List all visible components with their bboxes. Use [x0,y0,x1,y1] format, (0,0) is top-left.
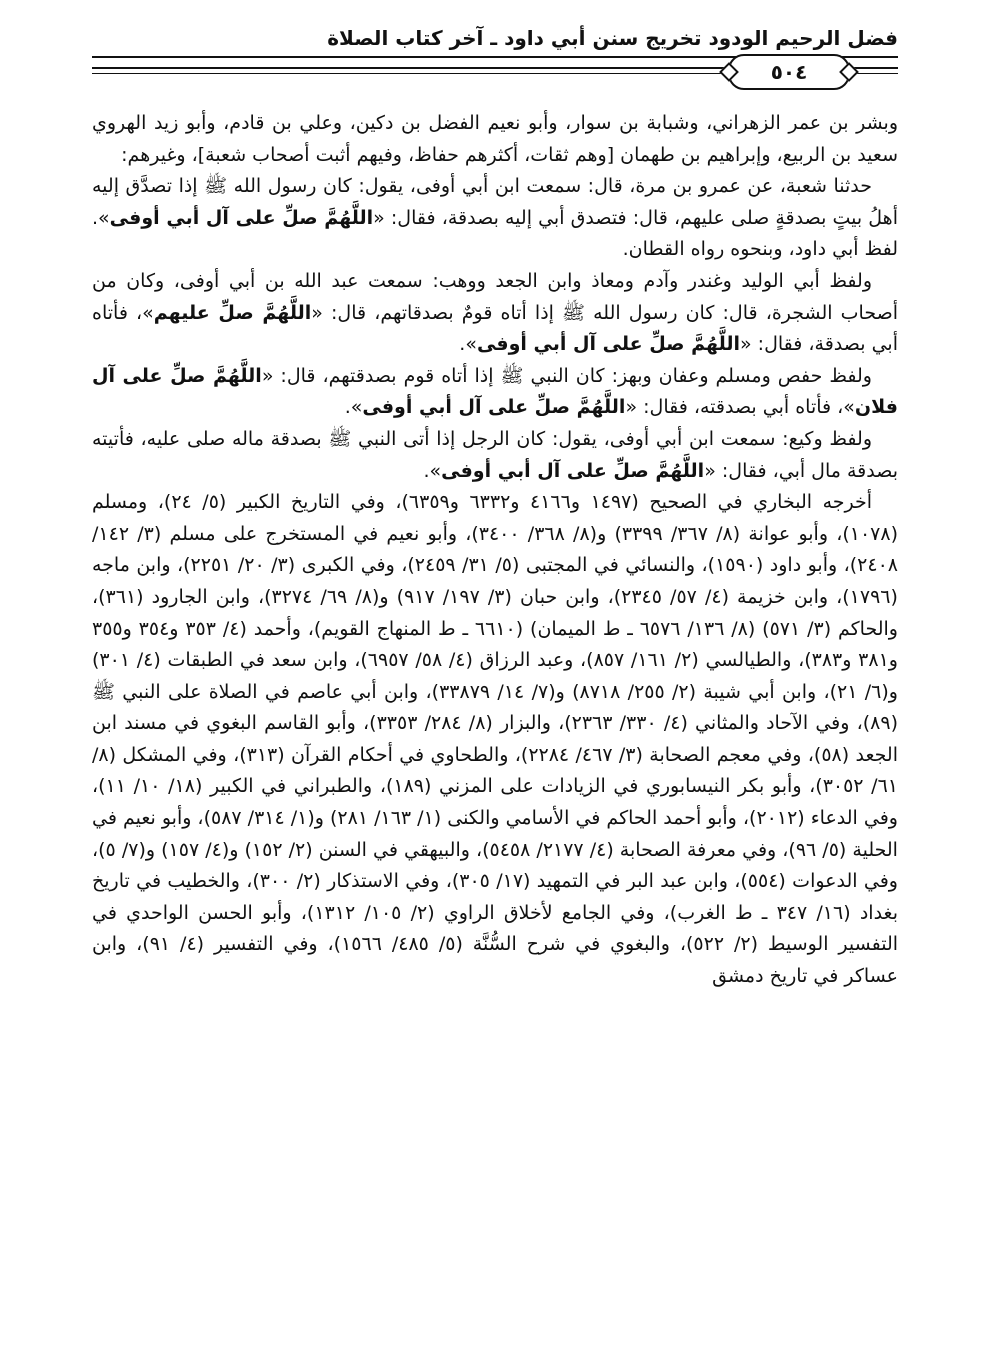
page-number-ornament [728,54,850,90]
body-text [92,108,898,993]
paragraph-hadith-text [92,171,898,266]
paragraph-text: »، فأتاه أبي بصدقة، فقال: « [92,301,898,356]
prayer-text: اللَّهُمَّ صلِّ عليهم [153,301,312,324]
paragraph-text: ». [344,396,363,419]
prayer-text: اللَّهُمَّ صلِّ على آل أبي أوفى [362,396,626,419]
paragraph-text: حدثنا شعبة، عن عمرو بن مرة، قال: سمعت ابن أبي أوفى، يقول: كان رسول الله ﷺ إذا تصدَّق إليه أهلُ بيتٍ بصدقةٍ صلى عليهم، قال: فتصدق أبي إليه بصدقة، فقال: « [92,175,898,229]
prayer-text: اللَّهُمَّ صلِّ على آل فلان [92,364,898,419]
header-rule-right [854,67,898,74]
running-title: فضل الرحيم الودود تخريج سنن أبي داود ـ آخر كتاب الصلاة [327,26,898,50]
paragraph-text: ». [459,333,477,356]
paragraph-text: وبشر بن عمر الزهراني، وشبابة بن سوار، وأبو نعيم الفضل بن دكين، وعلي بن قادم، وأبو زيد الهروي سعيد بن الربيع، وإبراهيم بن طهمان [وهم ثقات، أكثرهم حفاظ، وفيهم أثبت أصحاب شعبة]، وغيرهم: [92,112,898,166]
paragraph-text: ولفظ أبي الوليد وغندر وآدم ومعاذ وابن الجعد ووهب: سمعت عبد الله بن أبي أوفى، وكان من أصحاب الشجرة، قال: كان رسول الله ﷺ إذا أتاه قومٌ بصدقاتهم، قال: « [92,269,899,324]
paragraph-text: »، فأتاه أبي بصدقته، فقال: « [625,396,855,419]
header-rule-left [92,67,726,74]
paragraph-text: ولفظ وكيع: سمعت ابن أبي أوفى، يقول: كان الرجل إذا أتى النبي ﷺ بصدقة ماله صلى عليه، فأتيته بصدقة مال أبي، فقال: « [92,427,898,482]
paragraph-text: ولفظ حفص ومسلم وعفان وبهز: كان النبي ﷺ إذا أتاه قوم بصدقتهم، قال: « [261,364,872,387]
prayer-text: اللَّهُمَّ صلِّ على آل أبي أوفى [476,333,741,356]
paragraph-narrators [92,108,898,171]
paragraph-wording-hafs [92,361,898,424]
prayer-text: اللَّهُمَّ صلِّ على آل أبي أوفى [109,206,374,229]
paragraph-text: ». لفظ أبي داود، وبنحوه رواه القطان. [92,206,898,261]
page-number: ٥٠٤ [770,60,808,84]
paragraph-wording-abu-walid [92,266,898,361]
paragraph-wording-waki [92,424,898,487]
paragraph-takhrij [92,487,898,993]
prayer-text: اللَّهُمَّ صلِّ على آل أبي أوفى [441,459,705,482]
paragraph-text: أخرجه البخاري في الصحيح (١٤٩٧ و٤١٦٦ و٦٣٣٢ و٦٣٥٩)، وفي التاريخ الكبير (٥/ ٢٤)، ومسلم (١٠٧٨)، وأبو عوانة (٨/ ٣٦٧/ ٣٣٩٩) و(٨/ ٣٦٨/ ٣٤٠٠)، وأبو نعيم في المستخرج على مسلم (٣/ ١٤٢/ ٢٤٠٨)، وأبو داود (١٥٩٠)، والنسائي في المجتبى (٥/ ٣١/ ٢٤٥٩)، وفي الكبرى (٣/ ٢٠/ ٢٢٥١)، وابن ماجه (١٧٩٦)، وابن خزيمة (٤/ ٥٧/ ٢٣٤٥)، وابن حبان (٣/ ١٩٧/ ٩١٧) و(٨/ ٦٩/ ٣٢٧٤)، وابن الجارود (٣٦١)، والحاكم (٣/ ٥٧١) (٨/ ١٣٦/ ٦٥٧٦ ـ ط الميمان) (٦٦١٠ ـ ط المنهاج القويم)، وأحمد (٤/ ٣٥٣ و٣٥٤ و٣٥٥ و٣٨١ و٣٨٣)، والطيالسي (٢/ ١٦١/ ٨٥٧)، وعبد الرزاق (٤/ ٥٨/ ٦٩٥٧)، وابن سعد في الطبقات (٤/ ٣٠١) و(٦/ ٢١)، وابن أبي شيبة (٢/ ٢٥٥/ ٨٧١٨) و(٧/ ١٤/ ٣٣٨٧٩)، وابن أبي عاصم في الصلاة على النبي ﷺ (٨٩)، وفي الآحاد والمثاني (٤/ ٣٣٠/ ٢٣٦٣)، والبزار (٨/ ٢٨٤/ ٣٣٥٣)، وأبو القاسم البغوي في مسند ابن الجعد (٥٨)، وفي معجم الصحابة (٣/ ٤٦٧/ ٢٢٨٤)، والطحاوي في أحكام القرآن (٣١٣)، وفي المشكل (٨/ ٦١/ ٣٠٥٢)، وأبو بكر النيسابوري في الزيادات على المزني (١٨٩)، والطبراني في الكبير (١٨/ ١٠/ ١١)، وفي الدعاء (٢٠١٢)، وأبو أحمد الحاكم في الأسامي والكنى (١/ ١٦٣/ ٢٨١) و(١/ ٣١٤/ ٥٨٧)، وأبو نعيم في الحلية (٥/ ٩٦)، وفي معرفة الصحابة (٤/ ٢١٧٧/ ٥٤٥٨)، والبيهقي في السنن (٢/ ١٥٢) و(٤/ ١٥٧) و(٧/ ٥)، وفي الدعوات (٥٥٤)، وابن عبد البر في التمهيد (١٧/ ٣٠٥)، وفي الاستذكار (٢/ ٣٠٠)، والخطيب في تاريخ بغداد (١٦/ ٣٤٧ ـ ط الغرب)، وفي الجامع لأخلاق الراوي (٢/ ١٠٥/ ١٣١٢)، وأبو الحسن الواحدي في التفسير الوسيط (٢/ ٥٢٢)، والبغوي في شرح السُّنَّة (٥/ ٤٨٥/ ١٥٦٦)، وفي التفسير (٤/ ٩١)، وابن عساكر في تاريخ دمشق [92,491,899,988]
page-header [92,22,898,88]
paragraph-text: ». [423,459,442,482]
